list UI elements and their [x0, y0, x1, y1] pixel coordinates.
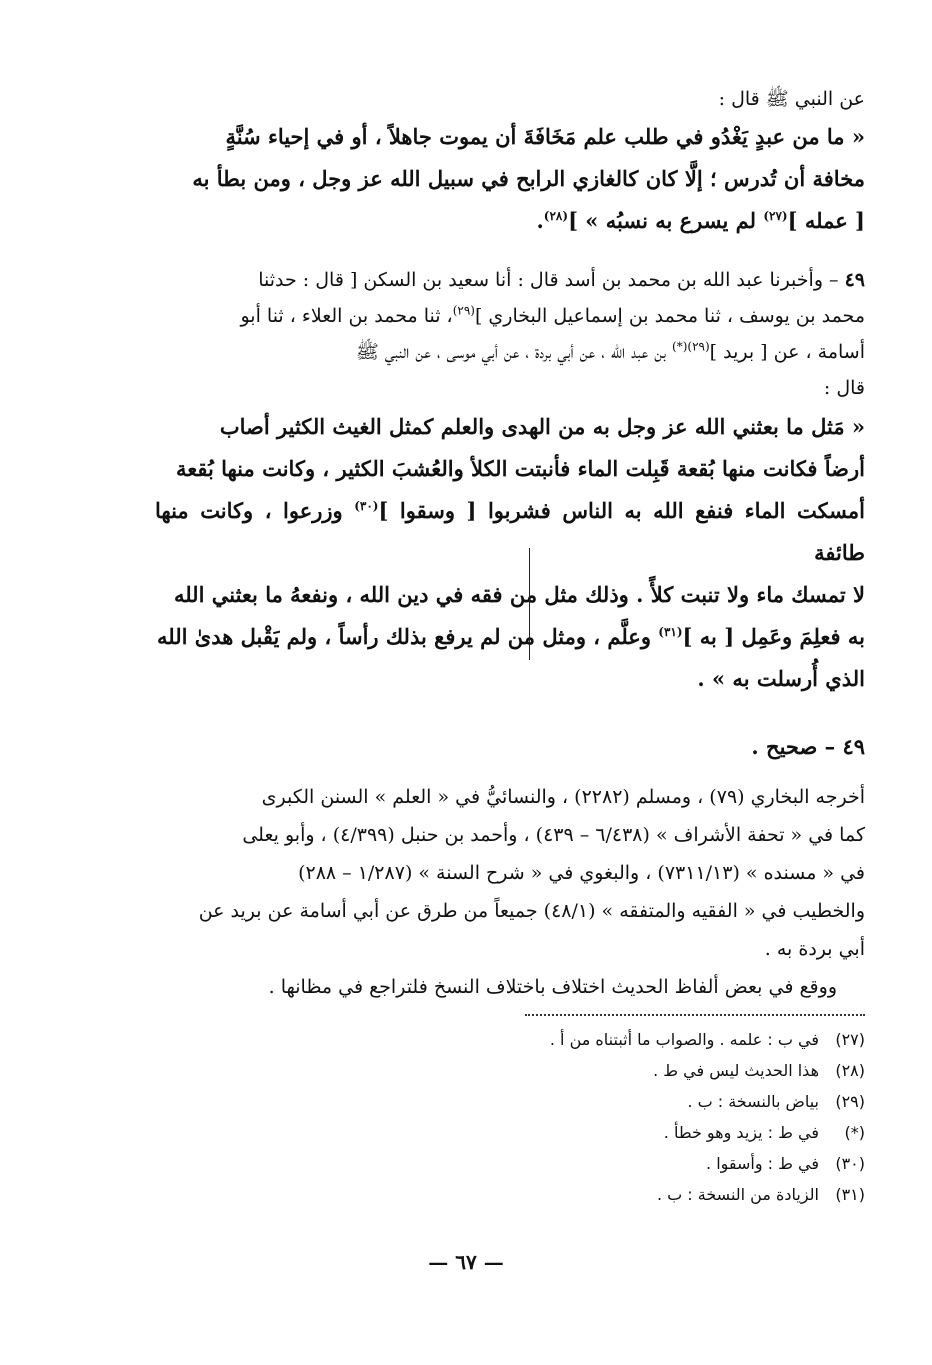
- footnote-text: في ط : يزيد وهو خطأ .: [663, 1123, 819, 1142]
- isnad-line-4: قال :: [823, 377, 865, 399]
- footnote-text: الزيادة من النسخة : ب .: [656, 1185, 819, 1204]
- section-title: ٤٩ – صحيح .: [751, 734, 865, 759]
- hadith-2-line-4: لا تمسك ماء ولا تنبت كلأً . وذلك مثل من فقه في دين الله ، ونفعهُ ما بعثني الله: [173, 582, 865, 607]
- footnote-text: في ب : علمه . والصواب ما أثبتناه من أ .: [549, 1030, 819, 1049]
- footnote-number: (٣٠): [835, 1154, 865, 1173]
- isnad-line-2: [155, 298, 865, 334]
- isnad-text-3: ، ثنا محمد بن العلاء ، ثنا أبو: [240, 305, 453, 327]
- footnote-text: هذا الحديث ليس في ط .: [653, 1061, 819, 1080]
- isnad-text-2: محمد بن يوسف ، ثنا محمد بن إسماعيل البخاري ]: [474, 305, 865, 327]
- footnote-item: [155, 1086, 865, 1117]
- hadith-2-line-1: « مَثل ما بعثني الله عز وجل به من الهدى والعلم كمثل الغيث الكثير أصاب: [219, 414, 865, 439]
- intro-line: عن النبي ﷺ قال :: [718, 88, 865, 110]
- footnote-ref-29: (٢٩): [452, 303, 475, 318]
- hadith-2-line-6: الذي أُرسلت به » .: [697, 666, 865, 691]
- footnote-number: (*): [844, 1123, 865, 1142]
- takhrij-line-3: في « مسنده » (٧٣١١/١٣) ، والبغوي في « شرح السنة » (١/٢٨٧ – ٢٨٨): [298, 862, 865, 884]
- hadith-2-line-3: [155, 490, 865, 574]
- hadith-1-text-b: لم يسرع به نسبُه » ]: [568, 208, 764, 233]
- page-number: — ٦٧ —: [428, 1250, 504, 1274]
- footnote-ref-28: (٢٨): [543, 209, 569, 223]
- takhrij-line-2: كما في « تحفة الأشراف » (٦/٤٣٨ – ٤٣٩) ، وأحمد بن حنبل (٤/٣٩٩) ، وأبو يعلى: [242, 824, 865, 846]
- margin-rule: [529, 548, 530, 660]
- hadith-1-line-1: « ما من عبدٍ يَغْدُو في طلب علم مَخَافَةَ أن يموت جاهلاً ، أو في إحياء سُنَّةٍ: [225, 124, 865, 149]
- hadith-1-end: .: [536, 208, 544, 233]
- hadith-1-line-2: مخافة أن تُدرس ؛ إلَّا كان كالغازي الرابح في سبيل الله عز وجل ، ومن بطأ به: [192, 166, 865, 191]
- footnote-item: [155, 1179, 865, 1210]
- takhrij-line-4: والخطيب في « الفقيه والمتفقه » (٤٨/١) جميعاً من طرق عن أبي أسامة عن بريد عن: [198, 900, 865, 922]
- takhrij-line-5: أبي بردة به .: [764, 938, 865, 960]
- footnote-item: [155, 1148, 865, 1179]
- hadith-2: [155, 406, 865, 700]
- footnote-ref-30: (٣٠): [354, 499, 379, 513]
- footnote-ref-29-star: (٢٩)(*): [672, 339, 710, 354]
- footnote-number: (٢٩): [835, 1092, 865, 1111]
- hadith-1-text-a: [ عمله ]: [787, 208, 865, 233]
- footnote-ref-31: (٣١): [658, 625, 683, 639]
- isnad-line-1: [155, 262, 865, 298]
- footnote-number: (٣١): [835, 1185, 865, 1204]
- hadith-2-text-d: وعلَّم ، ومثل من لم يرفع بذلك رأساً ، ولم يَقْبل هدىٰ الله: [157, 624, 659, 649]
- footnote-ref-27: (٢٧): [763, 209, 788, 223]
- hadith-1-line-3: [155, 200, 865, 242]
- isnad-text-4: أسامة ، عن [ بريد ]: [709, 341, 865, 363]
- footnote-separator: [525, 1014, 865, 1016]
- footnote-number: (٢٧): [835, 1030, 865, 1049]
- hadith-2-text-c: به فعلِمَ وعَمِل [ به ]: [682, 624, 865, 649]
- takhrij: [155, 778, 865, 1006]
- takhrij-line-1: أخرجه البخاري (٧٩) ، ومسلم (٢٢٨٢) ، والنسائيُّ في « العلم » السنن الكبرى: [261, 786, 865, 808]
- footnotes: [155, 1024, 865, 1210]
- page-content: [155, 82, 865, 1210]
- footnote-item: [155, 1024, 865, 1055]
- footnote-item: [155, 1055, 865, 1086]
- footnote-number: (٢٨): [835, 1061, 865, 1080]
- note-line: ووقع في بعض ألفاظ الحديث اختلاف باختلاف النسخ فلتراجع في مظانها .: [268, 976, 837, 998]
- footnote-item: [155, 1117, 865, 1148]
- hadith-number: ٤٩: [844, 269, 865, 291]
- hadith-1: [155, 116, 865, 242]
- hadith-2-text-a: أمسكت الماء فنفع الله به الناس فشربوا [ وسقوا ]: [378, 498, 865, 523]
- isnad-line-3: [155, 334, 865, 370]
- footnote-text: بياض بالنسخة : ب .: [687, 1092, 819, 1111]
- hadith-2-line-5: [155, 616, 865, 658]
- isnad-text-1: – وأخبرنا عبد الله بن محمد بن أسد قال : أنا سعيد بن السكن [ قال : حدثنا: [258, 269, 845, 291]
- isnad-49: [155, 262, 865, 406]
- hadith-2-line-2: أرضاً فكانت منها بُقعة قَبِلت الماء فأنبتت الكلأ والعُشبَ الكثير ، وكانت منها بُقعة: [175, 456, 865, 481]
- isnad-text-5: بن عبد الله ، عن أبي بردة ، عن أبي موسى ، عن النبي ﷺ: [355, 341, 673, 363]
- footnote-text: في ط : وأسقوا .: [706, 1154, 819, 1173]
- hadith-2-text-b: وزرعوا ، وكانت منها طائفة: [155, 498, 865, 565]
